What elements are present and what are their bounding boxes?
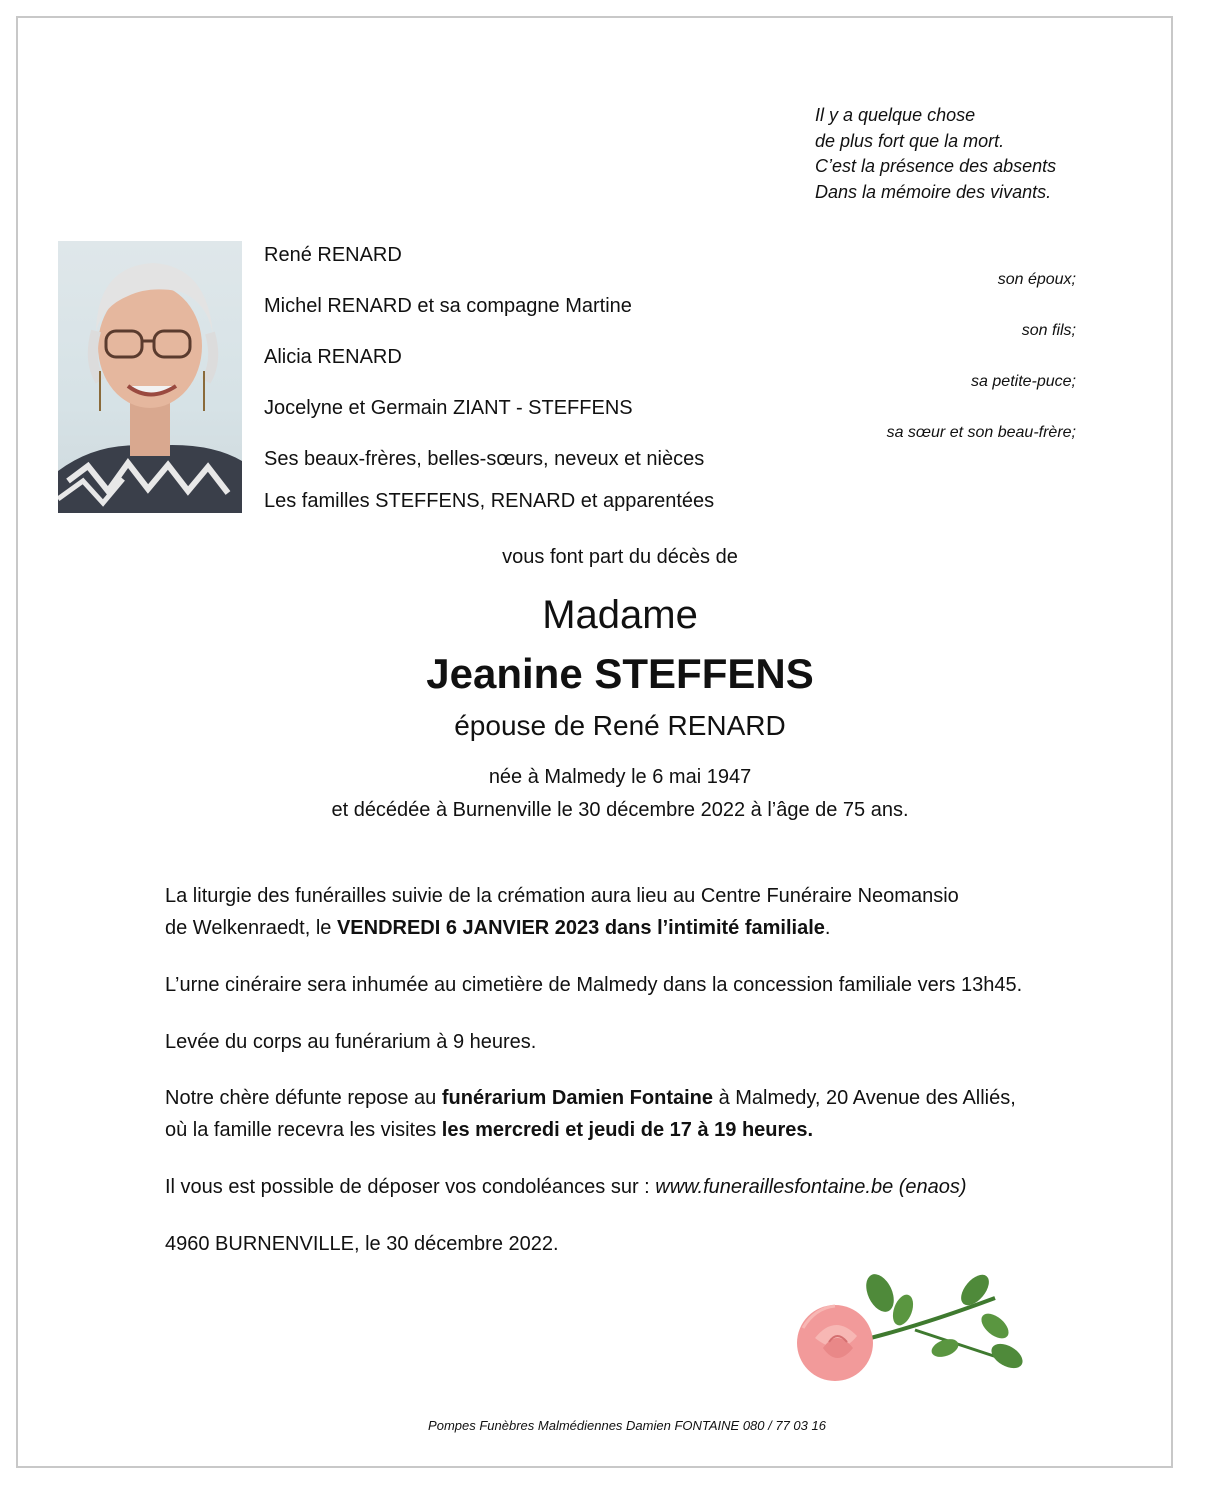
poem [815, 103, 1056, 205]
repose-line-1 [165, 1082, 1016, 1114]
liturgy-paragraph [165, 880, 959, 944]
deceased-spouse: épouse de René RENARD [454, 710, 786, 741]
repose-paragraph [165, 1082, 1016, 1146]
family-member-relation: sa petite-puce; [971, 373, 1076, 390]
visits-schedule: les mercredi et jeudi de 17 à 19 heures. [441, 1119, 814, 1141]
family-member-name: Jocelyne et Germain ZIANT - STEFFENS [264, 397, 633, 419]
urn-paragraph: L’urne cinéraire sera inhumée au cimetière de Malmedy dans la concession familiale vers 13h45. [165, 974, 1023, 996]
poem-line: de plus fort que la mort. [815, 130, 1005, 151]
condolences-text: Il vous est possible de déposer vos condoléances sur : [165, 1176, 656, 1198]
condolences-paragraph [165, 1171, 967, 1203]
condolences-website[interactable]: www.funeraillesfontaine.be (enaos) [655, 1176, 967, 1198]
portrait-photo [58, 241, 242, 513]
funerarium-address: à Malmedy, 20 Avenue des Alliés, [713, 1087, 1016, 1109]
family-member-name: Ses beaux-frères, belles-sœurs, neveux et nièces [264, 448, 705, 470]
deceased-name: Jeanine STEFFENS [426, 650, 814, 697]
repose-text: Notre chère défunte repose au [165, 1087, 442, 1109]
repose-line-2 [165, 1114, 1016, 1146]
levee-paragraph: Levée du corps au funérarium à 9 heures. [165, 1031, 537, 1053]
poem-line: Il y a quelque chose [815, 105, 976, 125]
liturgy-line-1: La liturgie des funérailles suivie de la crémation aura lieu au Centre Funéraire Neomansio [165, 885, 959, 907]
announcement-intro: vous font part du décès de [502, 546, 738, 568]
visits-text: où la famille recevra les visites [165, 1119, 442, 1141]
family-member-relation: son époux; [997, 271, 1076, 288]
deceased-title: Madame [542, 593, 698, 637]
family-member-name: René RENARD [264, 244, 402, 266]
death-line: et décédée à Burnenville le 30 décembre 2022 à l’âge de 75 ans. [331, 799, 909, 821]
family-member-name: Les familles STEFFENS, RENARD et apparentées [264, 490, 715, 512]
place-date: 4960 BURNENVILLE, le 30 décembre 2022. [165, 1233, 559, 1255]
liturgy-line-2 [165, 912, 959, 944]
poem-line: Dans la mémoire des vivants. [815, 181, 1052, 202]
rose-illustration [795, 1268, 1030, 1393]
birth-line: née à Malmedy le 6 mai 1947 [488, 766, 752, 788]
family-member-relation: sa sœur et son beau-frère; [886, 424, 1076, 441]
poem-line: C’est la présence des absents [815, 156, 1057, 176]
family-member-relation: son fils; [1021, 322, 1076, 339]
family-member-name: Alicia RENARD [264, 346, 402, 368]
footer-funeral-home: Pompes Funèbres Malmédiennes Damien FONTAINE 080 / 77 03 16 [428, 1418, 826, 1433]
liturgy-period: . [824, 917, 831, 939]
liturgy-date: VENDREDI 6 JANVIER 2023 dans l’intimité familiale [336, 917, 825, 939]
liturgy-text: de Welkenraedt, le [165, 917, 337, 939]
family-member-name: Michel RENARD et sa compagne Martine [264, 295, 632, 317]
funerarium-name: funérarium Damien Fontaine [441, 1087, 714, 1109]
